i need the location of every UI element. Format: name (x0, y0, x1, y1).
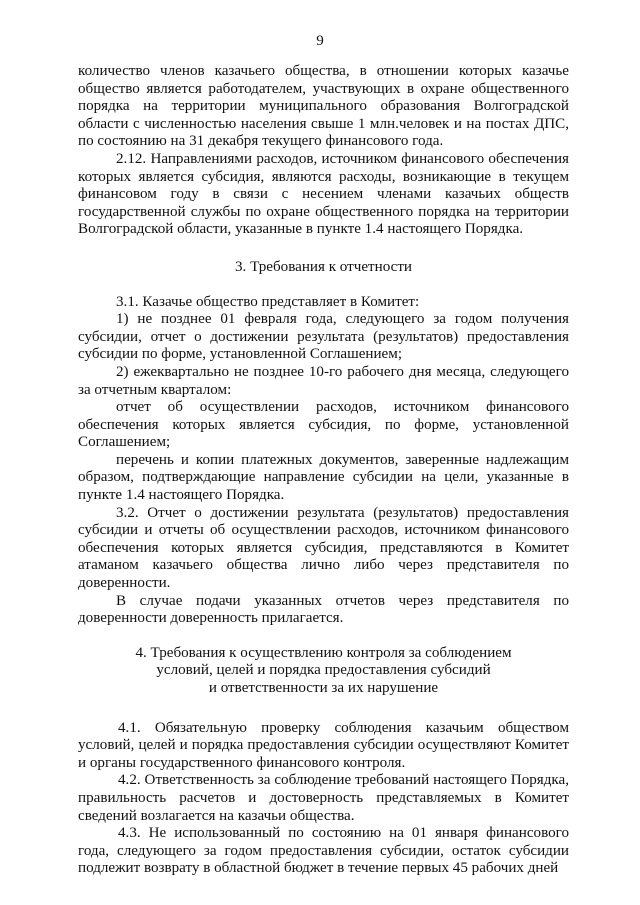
section-4-heading-line-1: 4. Требования к осуществлению контроля за соблюдением (135, 644, 512, 661)
paragraph-2-12: 2.12. Направлениями расходов, источником финансового обеспечения которых является субсидия, являются расходы, возникающие в текущем финансовом году в связи с несением членами казачьих обществ государственной службы по охране общественного порядка на территории Волгоградской области, указанные в пункте 1.4 настоящего Порядка. (78, 150, 569, 238)
section-4-heading-line-2: условий, целей и порядка предоставления субсидий (156, 662, 491, 679)
paragraph-payment-docs: перечень и копии платежных документов, заверенные надлежащим образом, подтверждающие направление субсидии на цели, указанные в пункте 1.4 настоящего Порядка. (78, 451, 569, 504)
paragraph-4-3: 4.3. Не использованный по состоянию на 01 января финансового года, следующего за годом предоставления субсидии, остаток субсидии подлежит возврату в областной бюджет в течение первых 45 рабочих дней (78, 825, 569, 877)
paragraph-4-2: 4.2. Ответственность за соблюдение требований настоящего Порядка, правильность расчетов и достоверность представляемых в Комитет сведений возлагается на казачьи общества. (78, 772, 569, 824)
section-4-heading (78, 645, 569, 698)
paragraph-3-2: 3.2. Отчет о достижении результата (результатов) предоставления субсидии и отчеты об осуществлении расходов, источником финансового обеспечения которых является субсидия, представляются в Комитет атаманом казачьего общества лично либо через представителя по доверенности. (78, 504, 569, 592)
section-3-heading: 3. Требования к отчетности (234, 258, 413, 275)
paragraph-continuation: количество членов казачьего общества, в отношении которых казачье общество является работодателем, участвующих в охране общественного порядка на территории муниципального образования Волгоградской области с численностью населения свыше 1 млн.человек и на постах ДПС, по состоянию на 31 декабря текущего финансового года. (78, 63, 569, 150)
section-4-heading-line-3: и ответственности за их нарушение (208, 680, 439, 696)
paragraph-3-1: 3.1. Казачье общество представляет в Комитет: (116, 293, 420, 310)
page-number: 9 (316, 33, 324, 49)
document-body (78, 63, 569, 878)
paragraph-3-1-item-1: 1) не позднее 01 февраля года, следующего за годом получения субсидии, отчет о достижении результата (результатов) предоставления субсидии по форме, установленной Соглашением; (78, 311, 569, 363)
paragraph-4-1: 4.1. Обязательную проверку соблюдения казачьим обществом условий, целей и порядка предоставления субсидии осуществляют Комитет и органы государственного финансового контроля. (78, 719, 569, 771)
paragraph-expense-report: отчет об осуществлении расходов, источником финансового обеспечения которых является субсидия, по форме, установленной Соглашением; (78, 399, 569, 451)
paragraph-3-1-item-2: 2) ежеквартально не позднее 10-го рабочего дня месяца, следующего за отчетным кварталом: (78, 363, 569, 398)
paragraph-proxy: В случае подачи указанных отчетов через представителя по доверенности доверенность прилагается. (78, 592, 569, 627)
